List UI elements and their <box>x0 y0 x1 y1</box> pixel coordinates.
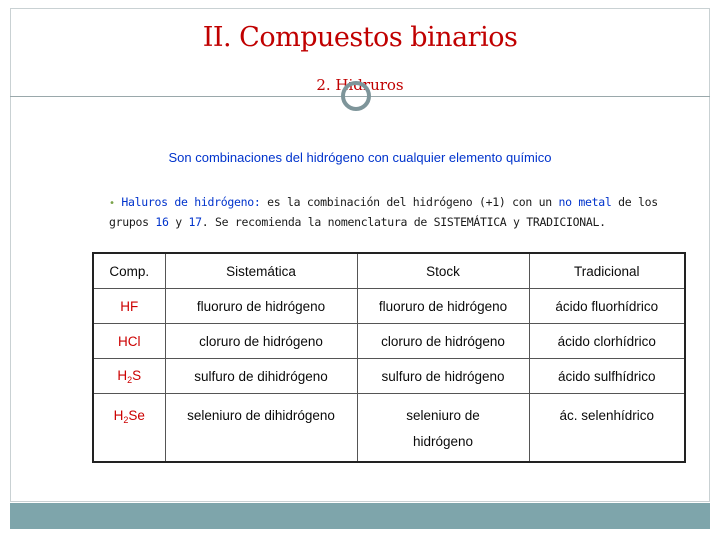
header-sistematica: Sistemática <box>165 253 357 289</box>
formula-cell: HCl <box>93 324 165 359</box>
stock-cell: seleniuro de hidrógeno <box>357 394 529 463</box>
footer-bar <box>10 503 710 529</box>
slide-subtitle: 2. Hidruros <box>316 76 404 94</box>
table-header-row <box>93 253 685 289</box>
formula-cell: $H_2S$ <box>93 359 165 394</box>
para-lead: Haluros de hidrógeno: <box>121 195 261 209</box>
para-part4: . Se recomienda la nomenclatura de SISTEMÁTICA y TRADICIONAL. <box>201 215 606 229</box>
tradicional-cell: ácido sulfhídrico <box>529 359 685 394</box>
stock-cell: fluoruro de hidrógeno <box>357 289 529 324</box>
para-part3: y <box>168 215 189 229</box>
header-comp: Comp. <box>93 253 165 289</box>
stock-cell: cloruro de hidrógeno <box>357 324 529 359</box>
tradicional-cell: ác. selenhídrico <box>529 394 685 463</box>
formula-cell: HF <box>93 289 165 324</box>
para-part2: de los grupos <box>109 195 658 229</box>
para-highlight-no-metal: no metal <box>558 195 612 209</box>
para-part1: es la combinación del hidrógeno (+1) con un <box>260 195 559 209</box>
stock-cell: sulfuro de hidrógeno <box>357 359 529 394</box>
sistematica-cell: sulfuro de dihidrógeno <box>165 359 357 394</box>
sistematica-cell: fluoruro de hidrógeno <box>165 289 357 324</box>
sistematica-cell: cloruro de hidrógeno <box>165 324 357 359</box>
header-tradicional: Tradicional <box>529 253 685 289</box>
hydride-table <box>92 252 686 463</box>
intro-text: Son combinaciones del hidrógeno con cualquier elemento químico <box>168 150 552 165</box>
table-row <box>93 324 685 359</box>
para-highlight-17: 17 <box>188 215 202 229</box>
tradicional-cell: ácido clorhídrico <box>529 324 685 359</box>
table-row <box>93 359 685 394</box>
formula-cell: $H_2Se$ <box>93 394 165 463</box>
table-row <box>93 394 685 463</box>
header-stock: Stock <box>357 253 529 289</box>
para-highlight-16: 16 <box>155 215 169 229</box>
slide-title: II. Compuestos binarios <box>202 22 518 53</box>
table-row <box>93 289 685 324</box>
bullet-icon: • <box>109 198 115 209</box>
haluros-paragraph <box>109 193 679 231</box>
tradicional-cell: ácido fluorhídrico <box>529 289 685 324</box>
sistematica-cell: seleniuro de dihidrógeno <box>165 394 357 463</box>
ring-ornament-icon <box>341 81 371 111</box>
